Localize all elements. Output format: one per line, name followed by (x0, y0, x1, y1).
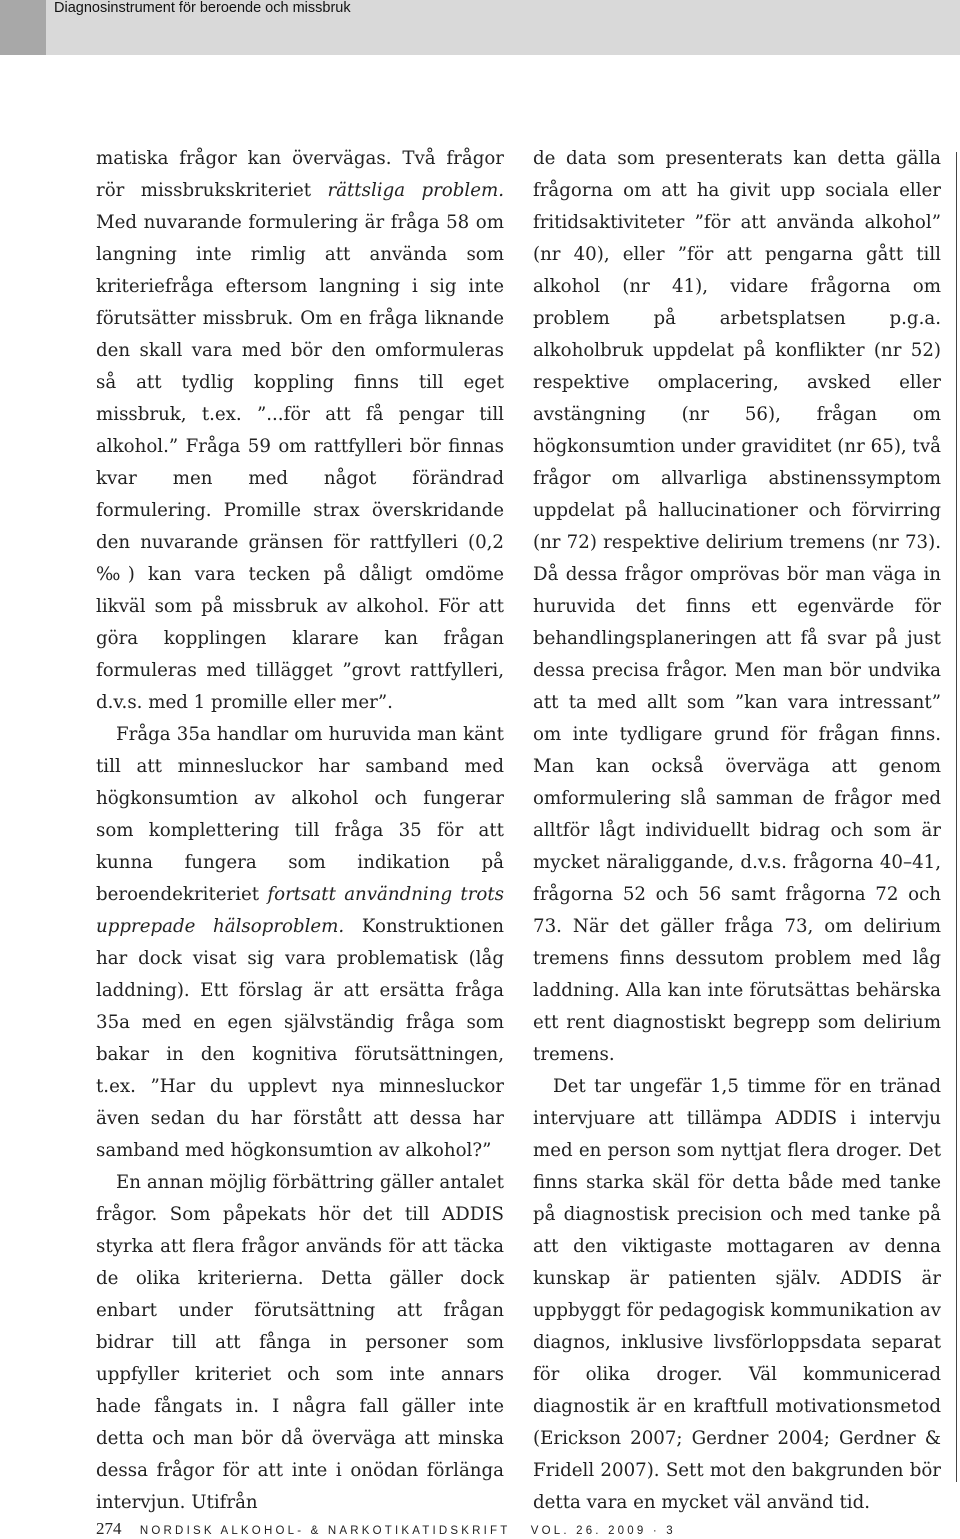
right-column (533, 143, 941, 1519)
text-segment: de data som presenterats kan detta gälla frågorna om att ha givit upp sociala eller fritidsaktiviteter ”för att använda alkohol” (nr 40), eller ”för att pengarna gått till alkohol (nr 41), vidare frågorna om problem på arbetsplatsen p.g.a. alkoholbruk uppdelat på konflikter (nr 52) respektive omplacering, avsked eller avstängning (nr 56), frågan om högkonsumtion under graviditet (nr 65), två frågor om allvarliga abstinenssymptom uppdelat på hallucinationer och förvirring (nr 72) respektive delirium tremens (nr 73). Då dessa frågor omprövas bör man väga in huruvida det finns ett egenvärde för behandlingsplaneringen att få svar på just dessa precisa frågor. Men man bör undvika att ta med allt som ”kan vara intressant” om inte tydligare grund för frågan finns. Man kan också överväga att genom omformulering slå samman de frågor med alltför lågt individuellt bidrag och som är mycket näraliggande, d.v.s. frågorna 40–41, frågorna 52 och 56 samt frågorna 72 och 73. När det gäller fråga 73, om delirium tremens finns dessutom problem med låg laddning. Alla kan inte förutsättas behärska ett rent diagnostiskt begrepp som delirium tremens. (533, 148, 941, 1065)
text-segment: Det tar ungefär 1,5 timme för en tränad intervjuare att tillämpa ADDIS i intervju med en person som nyttjat flera droger. Det finns starka skäl för detta både med tanke på diagnostisk precision och med tanke på att den viktigaste mottagaren av denna kunskap är patienten själv. ADDIS är uppbyggt för pedagogisk kommunikation av diagnos, inklusive livsförloppsdata separat för olika droger. Väl kommunicerad diagnostik är en kraftfull motivationsmetod (Erickson 2007; Gerdner 2004; Gerdner & Fridell 2007). Sett mot den bakgrunden bör detta vara en mycket väl använd tid. (533, 1076, 941, 1513)
text-segment: Konstruktionen har dock visat sig vara problematisk (låg laddning). Ett förslag är att ersätta fråga 35a med en egen självständig fråga som bakar in den kognitiva förutsättningen, t.ex. ”Har du upplevt nya minnesluckor även sedan du har förstått att dessa har samband med högkonsumtion av alkohol?” (96, 916, 504, 1161)
page-number: 274 (96, 1519, 122, 1538)
text-segment: Med nuvarande formulering är fråga 58 om langning inte rimlig att använda som kriteriefråga eftersom langning i sig inte förutsätter missbruk. Om en fråga liknande den skall vara med bör den omformuleras så att tydlig koppling finns till eget missbruk, t.ex. ”...för att få pengar till alkohol.” Fråga 59 om rattfylleri bör finnas kvar men med något förändrad formulering. Promille strax överskridande den nuvarande gränsen för rattfylleri (0,2 ‰) kan vara tecken på dåligt omdöme likväl som på missbruk av alkohol. För att göra kopplingen klarare kan frågan formuleras med tillägget ”grovt rattfylleri, d.v.s. med 1 promille eller mer”. (96, 212, 504, 713)
journal-volume: VOL. 26. 2009 · 3 (530, 1525, 676, 1537)
italic-term: fortsatt användning trots upprepade hälsoproblem. (96, 884, 504, 937)
right-paragraph-1 (533, 143, 941, 1071)
journal-name: NORDISK ALKOHOL- & NARKOTIKATIDSKRIFT (139, 1525, 511, 1537)
italic-term: rättsliga problem. (327, 180, 504, 201)
text-segment: matiska frågor kan övervägas. Två frågor rör missbrukskriteriet (96, 148, 504, 201)
left-paragraph-3 (96, 1167, 504, 1519)
left-paragraph-2 (96, 719, 504, 1167)
running-header-title: Diagnosinstrument för beroende och missbruk (54, 0, 351, 16)
page-footer (96, 1519, 676, 1539)
text-segment: En annan möjlig förbättring gäller antalet frågor. Som påpekats hör det till ADDIS styrka att flera frågor används för att täcka de olika kriterierna. Detta gäller dock enbart under förutsättning att frågan bidrar till att fånga in personer som uppfyller kriteriet och som inte annars hade fångats in. I några fall gäller inte detta och man bör då överväga att minska dessa frågor för att inte i onödan förlänga intervjun. Utifrån (96, 1172, 504, 1513)
left-column (96, 143, 504, 1519)
header-accent-square (0, 0, 46, 55)
left-paragraph-1 (96, 143, 504, 719)
header-bar (0, 0, 960, 55)
text-segment: Fråga 35a handlar om huruvida man känt till att minnesluckor har samband med högkonsumtion av alkohol och fungerar som komplettering till fråga 35 för att kunna fungera som indikation på beroendekriteriet (96, 724, 504, 905)
right-margin-rule (956, 152, 957, 1482)
right-paragraph-2 (533, 1071, 941, 1519)
